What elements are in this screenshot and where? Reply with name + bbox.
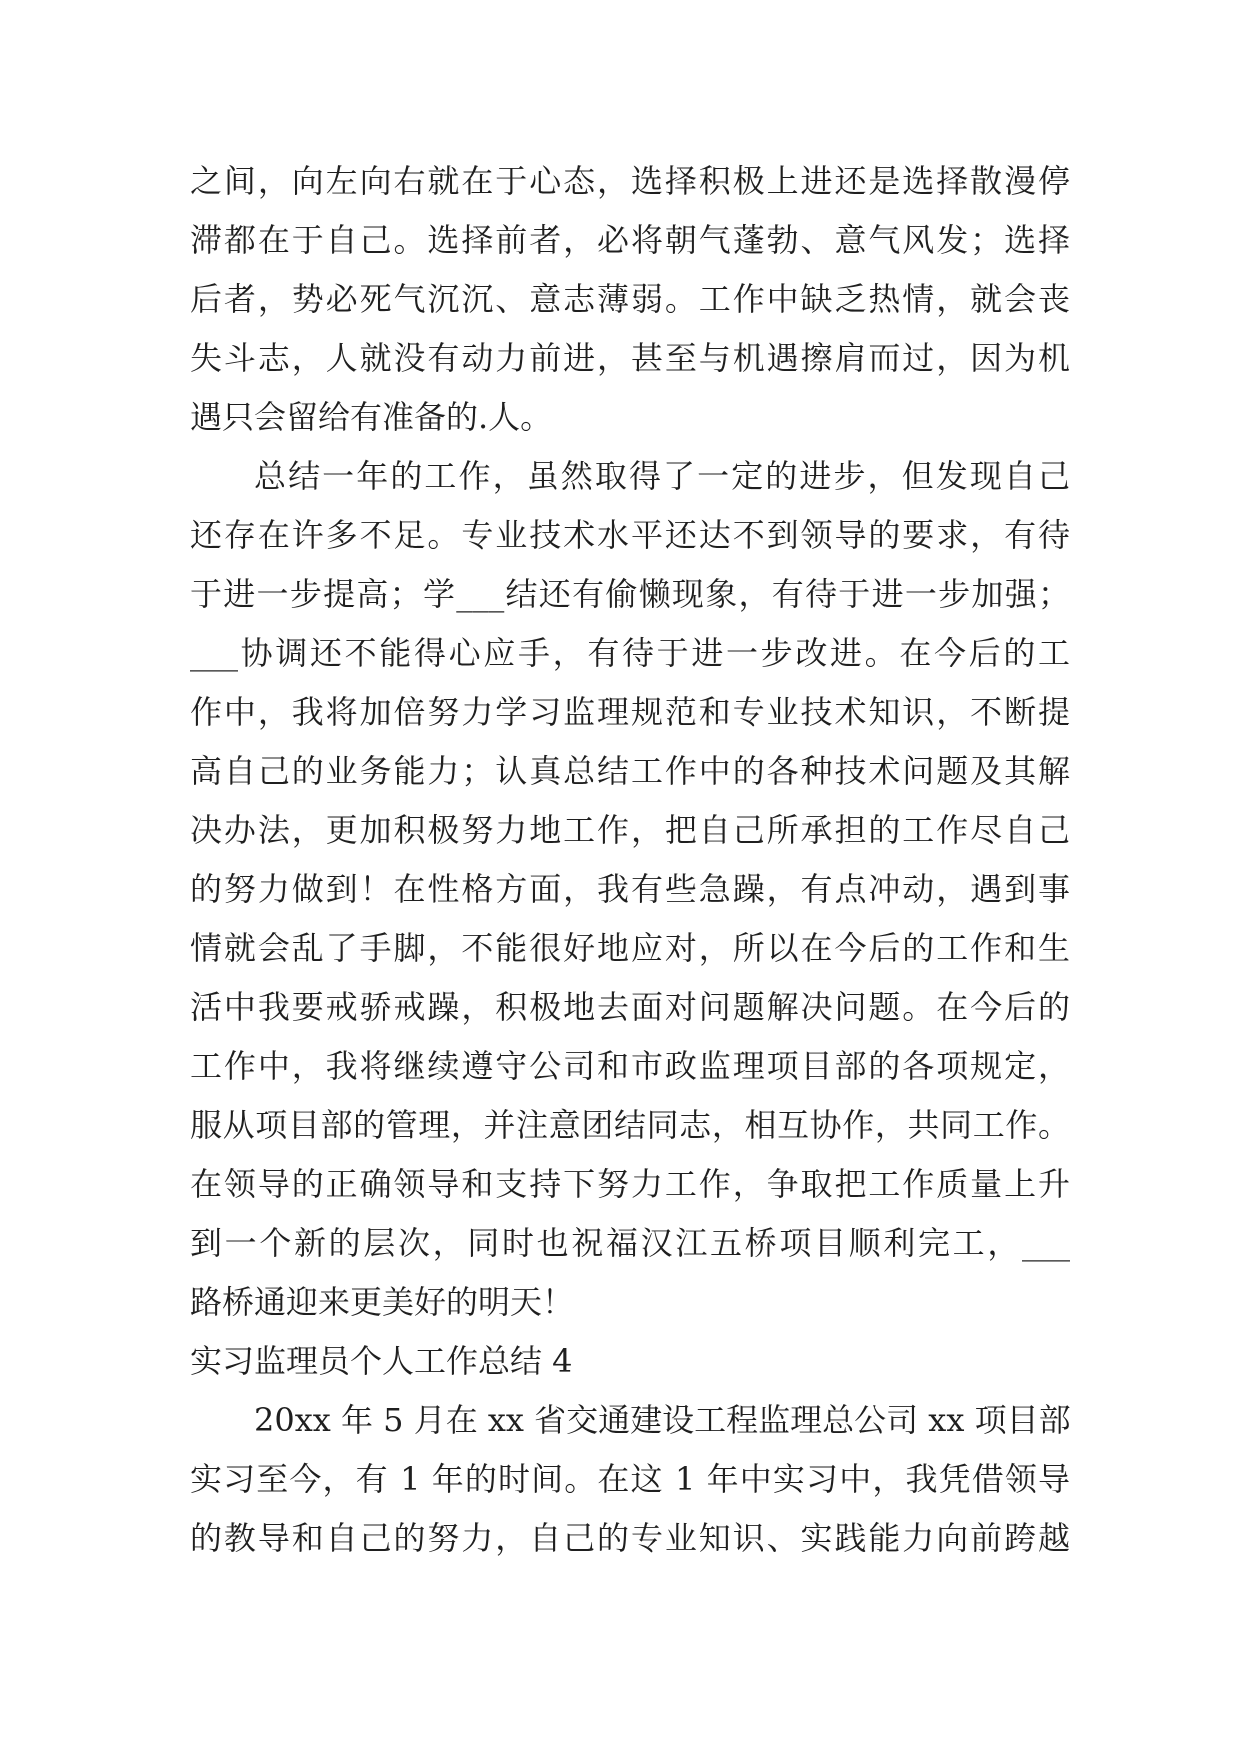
text-line: 于进一步提高；学___结还有偷懒现象，有待于进一步加强；	[190, 575, 1070, 613]
text-line: 服从项目部的管理，并注意团结同志，相互协作，共同工作。	[190, 1106, 1070, 1144]
text-line: 遇只会留给有准备的.人。	[190, 398, 553, 436]
document-page	[190, 152, 1070, 1568]
paragraph-2	[190, 447, 1070, 1332]
text-line: 总结一年的工作，虽然取得了一定的进步，但发现自己	[254, 457, 1070, 495]
text-line: 滞都在于自己。选择前者，必将朝气蓬勃、意气风发；选择	[190, 221, 1070, 259]
text-line: 工作中，我将继续遵守公司和市政监理项目部的各项规定，	[190, 1047, 1070, 1085]
text-line: 之间，向左向右就在于心态，选择积极上进还是选择散漫停	[190, 162, 1070, 200]
text-line: 还存在许多不足。专业技术水平还达不到领导的要求，有待	[190, 516, 1070, 554]
text-line: 活中我要戒骄戒躁，积极地去面对问题解决问题。在今后的	[190, 988, 1070, 1026]
text-line: 高自己的业务能力；认真总结工作中的各种技术问题及其解	[190, 752, 1070, 790]
text-line: 失斗志，人就没有动力前进，甚至与机遇擦肩而过，因为机	[190, 339, 1070, 377]
text-line: 决办法，更加积极努力地工作，把自己所承担的工作尽自己	[190, 811, 1070, 849]
section-heading: 实习监理员个人工作总结 4	[190, 1342, 573, 1380]
text-line: 20xx 年 5 月在 xx 省交通建设工程监理总公司 xx 项目部	[254, 1401, 1071, 1439]
text-line: 情就会乱了手脚，不能很好地应对，所以在今后的工作和生	[190, 929, 1070, 967]
text-line: 作中，我将加倍努力学习监理规范和专业技术知识，不断提	[190, 693, 1070, 731]
text-line: 的努力做到！在性格方面，我有些急躁，有点冲动，遇到事	[190, 870, 1070, 908]
paragraph-3	[190, 1391, 1070, 1568]
text-line: 的教导和自己的努力，自己的专业知识、实践能力向前跨越	[190, 1519, 1070, 1557]
paragraph-1	[190, 152, 1070, 447]
text-line: ___协调还不能得心应手，有待于进一步改进。在今后的工	[190, 634, 1070, 672]
text-line: 到一个新的层次，同时也祝福汉江五桥项目顺利完工，___	[190, 1224, 1070, 1262]
text-line: 实习至今，有 1 年的时间。在这 1 年中实习中，我凭借领导	[190, 1460, 1070, 1498]
text-line: 在领导的正确领导和支持下努力工作，争取把工作质量上升	[190, 1165, 1070, 1203]
text-line: 后者，势必死气沉沉、意志薄弱。工作中缺乏热情，就会丧	[190, 280, 1070, 318]
text-line: 路桥通迎来更美好的明天！	[190, 1283, 575, 1321]
